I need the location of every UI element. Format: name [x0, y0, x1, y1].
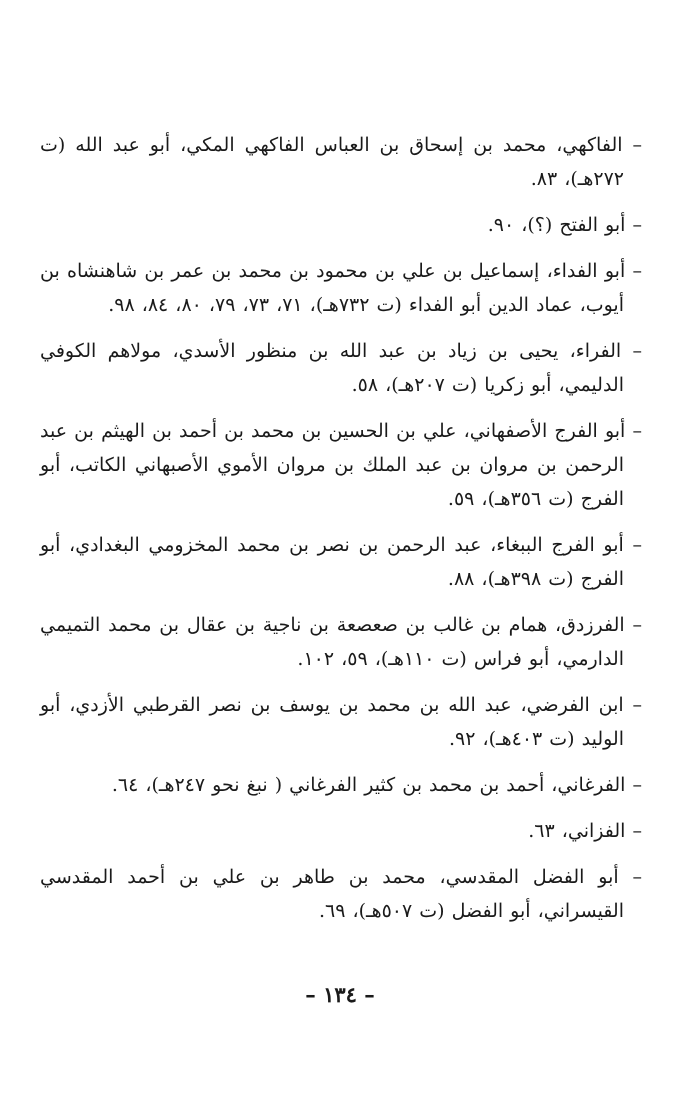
index-entry-fakihi: – الفاكهي، محمد بن إسحاق بن العباس الفاكهي المكي، أبو عبد الله (ت ٢٧٢هـ)، ٨٣.	[40, 128, 642, 196]
index-entry-abu-al-faraj-babbagha: – أبو الفرج الببغاء، عبد الرحمن بن نصر بن محمد المخزومي البغدادي، أبو الفرج (ت ٣٩٨هـ)، ٨٨.	[40, 528, 642, 596]
index-entry-abu-al-fida: – أبو الفداء، إسماعيل بن علي بن محمود بن محمد بن عمر بن شاهنشاه بن أيوب، عماد الدين أبو الفداء (ت ٧٣٢هـ)، ٧١، ٧٣، ٧٩، ٨٠، ٨٤، ٩٨.	[40, 254, 642, 322]
index-entry-abu-al-fath: – أبو الفتح (؟)، ٩٠.	[40, 208, 642, 242]
index-entry-farazdaq: – الفرزدق، همام بن غالب بن صعصعة بن ناجية بن عقال بن محمد التميمي الدارمي، أبو فراس (ت ١١٠هـ)، ٥٩، ١٠٢.	[40, 608, 642, 676]
index-entry-abu-al-fadl-maqdisi: – أبو الفضل المقدسي، محمد بن طاهر بن علي بن أحمد المقدسي القيسراني، أبو الفضل (ت ٥٠٧هـ)، ٦٩.	[40, 860, 642, 928]
index-entry-fazzani: – الفزاني، ٦٣.	[40, 814, 642, 848]
index-entry-farra: – الفراء، يحيى بن زياد بن عبد الله بن منظور الأسدي، مولاهم الكوفي الدليمي، أبو زكريا (ت ٢٠٧هـ)، ٥٨.	[40, 334, 642, 402]
index-entry-ibn-al-faradi: – ابن الفرضي، عبد الله بن محمد بن يوسف بن نصر القرطبي الأزدي، أبو الوليد (ت ٤٠٣هـ)، ٩٢.	[40, 688, 642, 756]
index-page	[40, 128, 642, 940]
index-entry-farghani: – الفرغاني، أحمد بن محمد بن كثير الفرغاني ( نبغ نحو ٢٤٧هـ)، ٦٤.	[40, 768, 642, 802]
index-entry-abu-al-faraj-isfahani: – أبو الفرج الأصفهاني، علي بن الحسين بن محمد بن أحمد بن الهيثم بن عبد الرحمن بن مروان بن عبد الملك بن مروان الأموي الأصبهاني الكاتب، أبو الفرج (ت ٣٥٦هـ)، ٥٩.	[40, 414, 642, 516]
page-number: – ١٣٤ –	[305, 982, 375, 1007]
